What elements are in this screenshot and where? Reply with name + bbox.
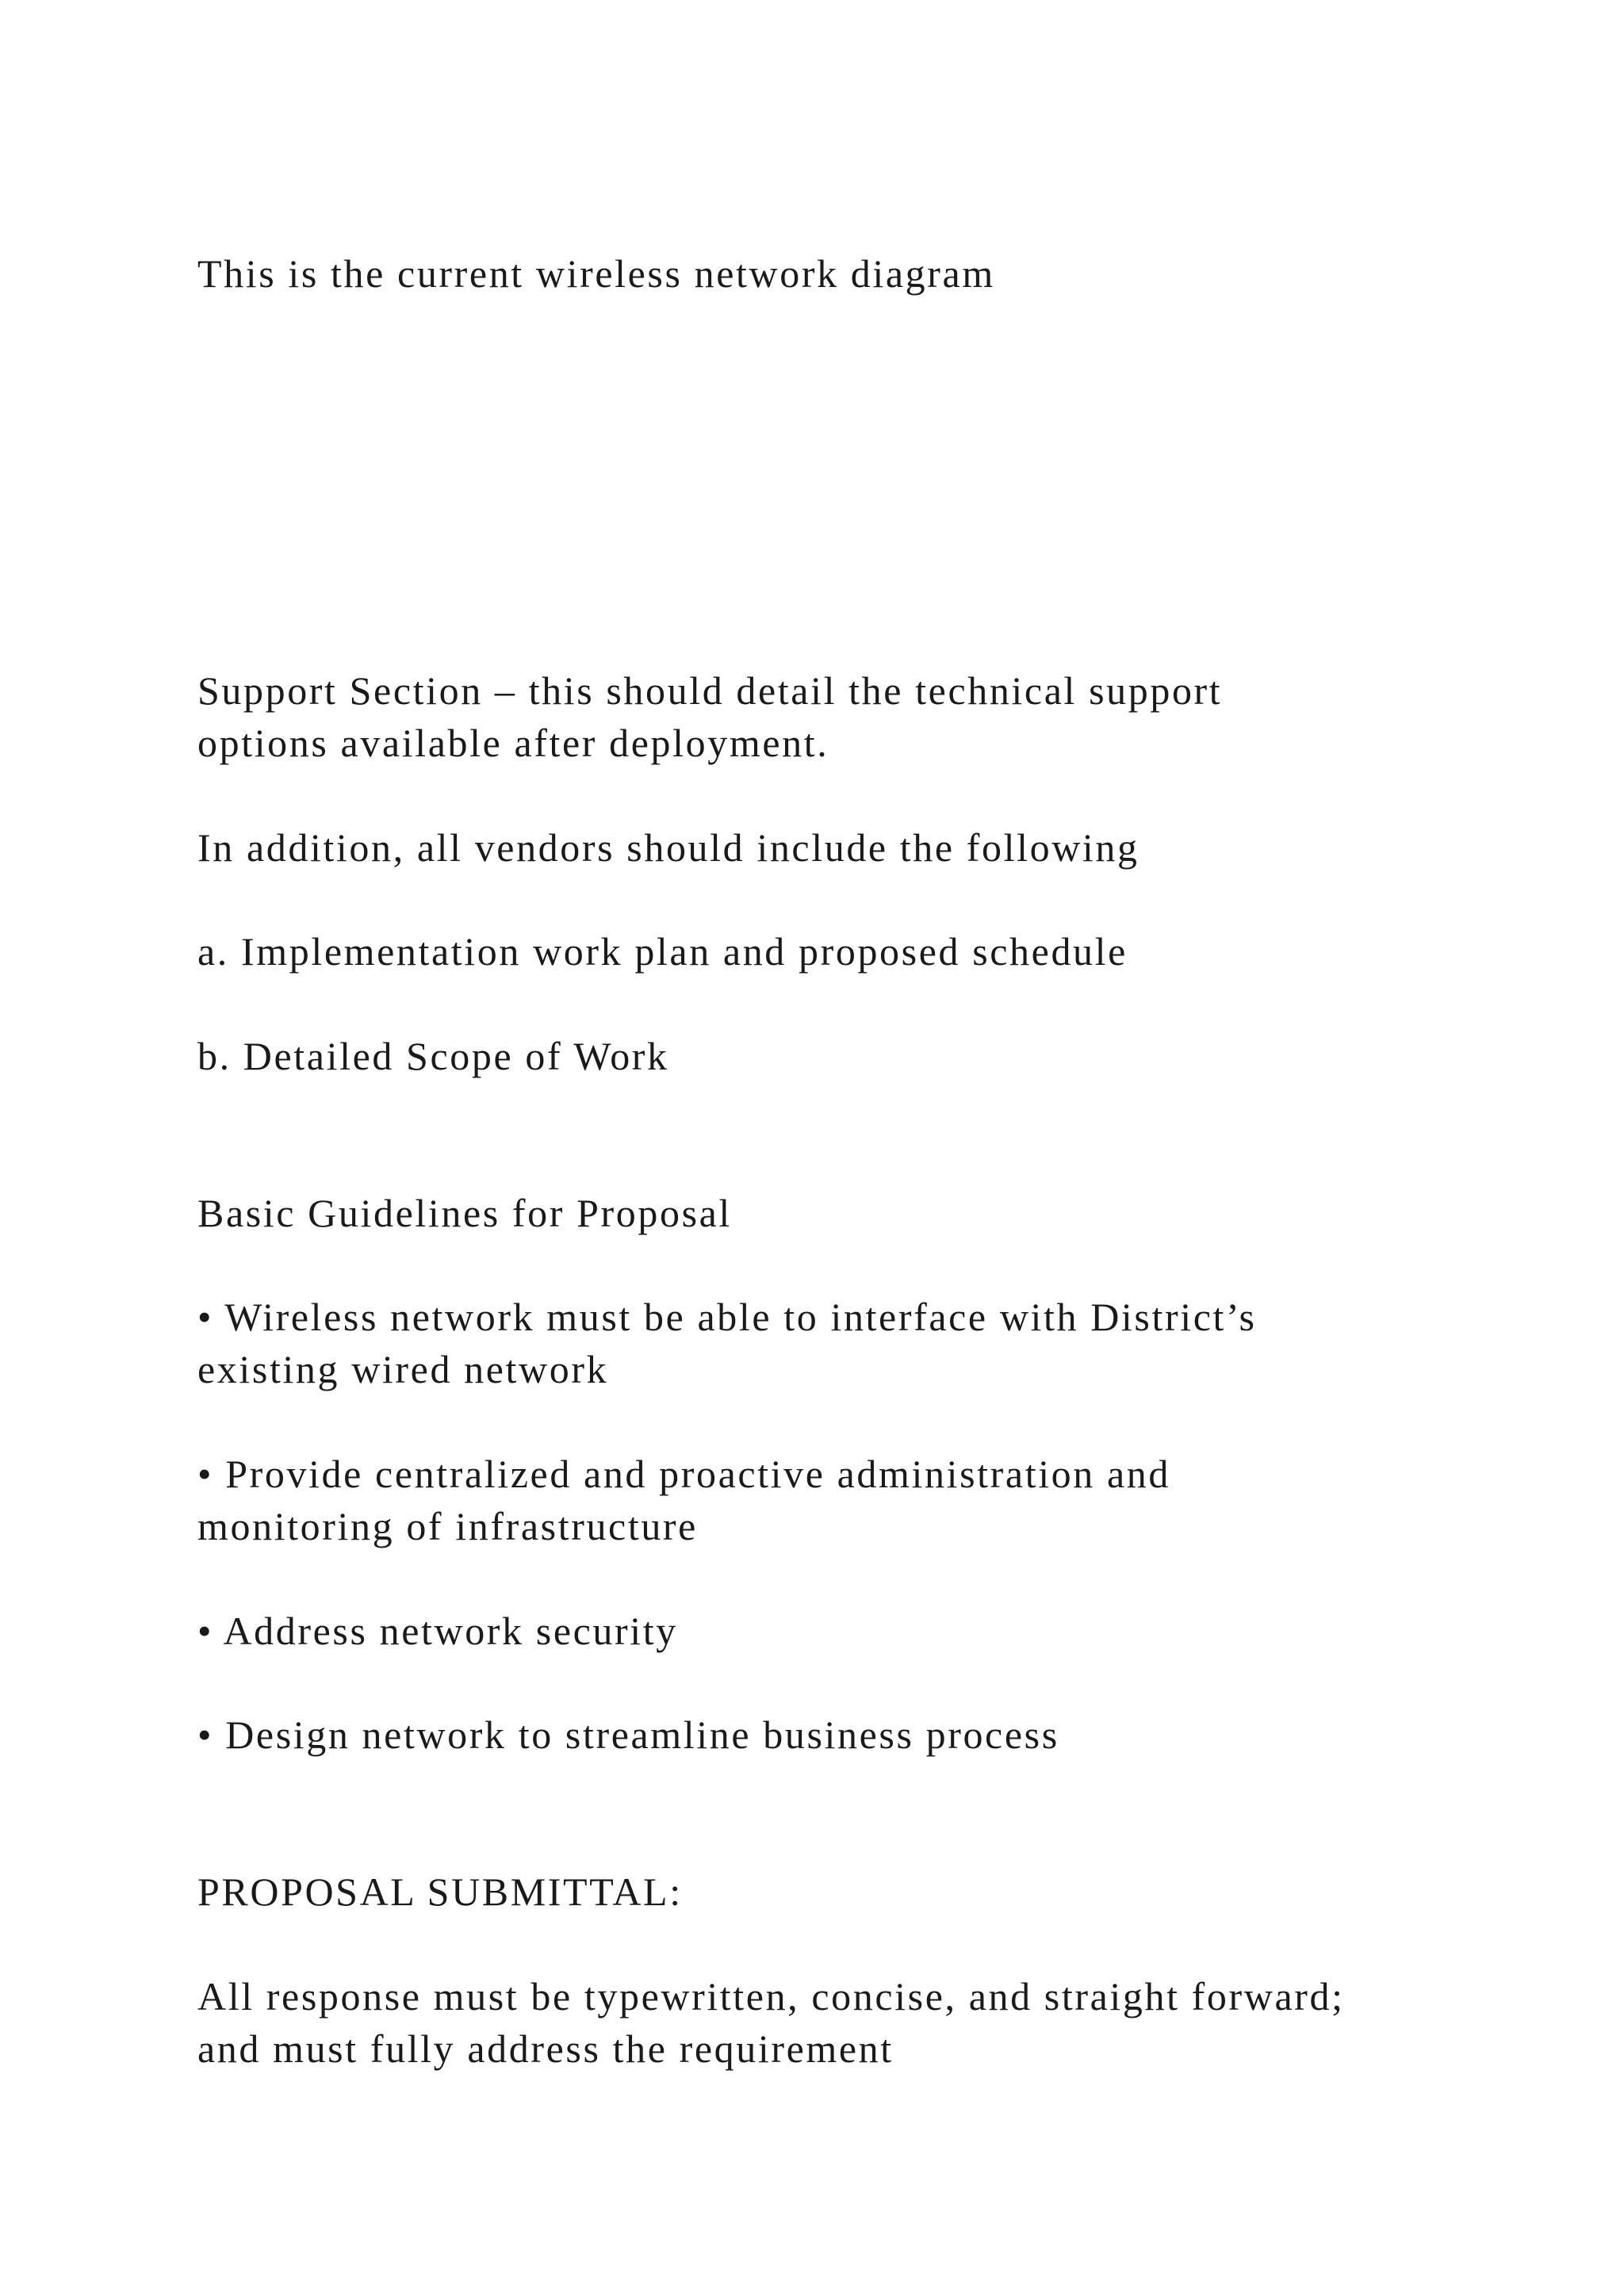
submittal-text-line-2: and must fully address the requirement bbox=[197, 2026, 894, 2071]
guideline-bullet-streamline: • Design network to streamline business process bbox=[197, 1712, 1059, 1757]
guideline-bullet-security: • Address network security bbox=[197, 1609, 678, 1653]
support-section-line-2: options available after deployment. bbox=[197, 721, 829, 765]
guideline-bullet-administration-line-2: monitoring of infrastructure bbox=[197, 1504, 698, 1548]
addition-intro-text: In addition, all vendors should include the following bbox=[197, 825, 1139, 870]
submittal-text-line-1: All response must be typewritten, concise, and straight forward; bbox=[197, 1974, 1345, 2019]
guideline-bullet-administration-line-1: • Provide centralized and proactive administration and bbox=[197, 1452, 1170, 1496]
intro-text: This is the current wireless network diagram bbox=[197, 251, 995, 296]
guideline-bullet-interface-line-1: • Wireless network must be able to interface with District’s bbox=[197, 1295, 1257, 1339]
support-section-line-1: Support Section – this should detail the technical support bbox=[197, 668, 1223, 713]
guideline-bullet-interface-line-2: existing wired network bbox=[197, 1347, 609, 1391]
submittal-heading: PROPOSAL SUBMITTAL: bbox=[197, 1869, 683, 1914]
guidelines-heading: Basic Guidelines for Proposal bbox=[197, 1191, 732, 1235]
list-item-scope: b. Detailed Scope of Work bbox=[197, 1034, 669, 1078]
list-item-implementation: a. Implementation work plan and proposed schedule bbox=[197, 929, 1128, 974]
